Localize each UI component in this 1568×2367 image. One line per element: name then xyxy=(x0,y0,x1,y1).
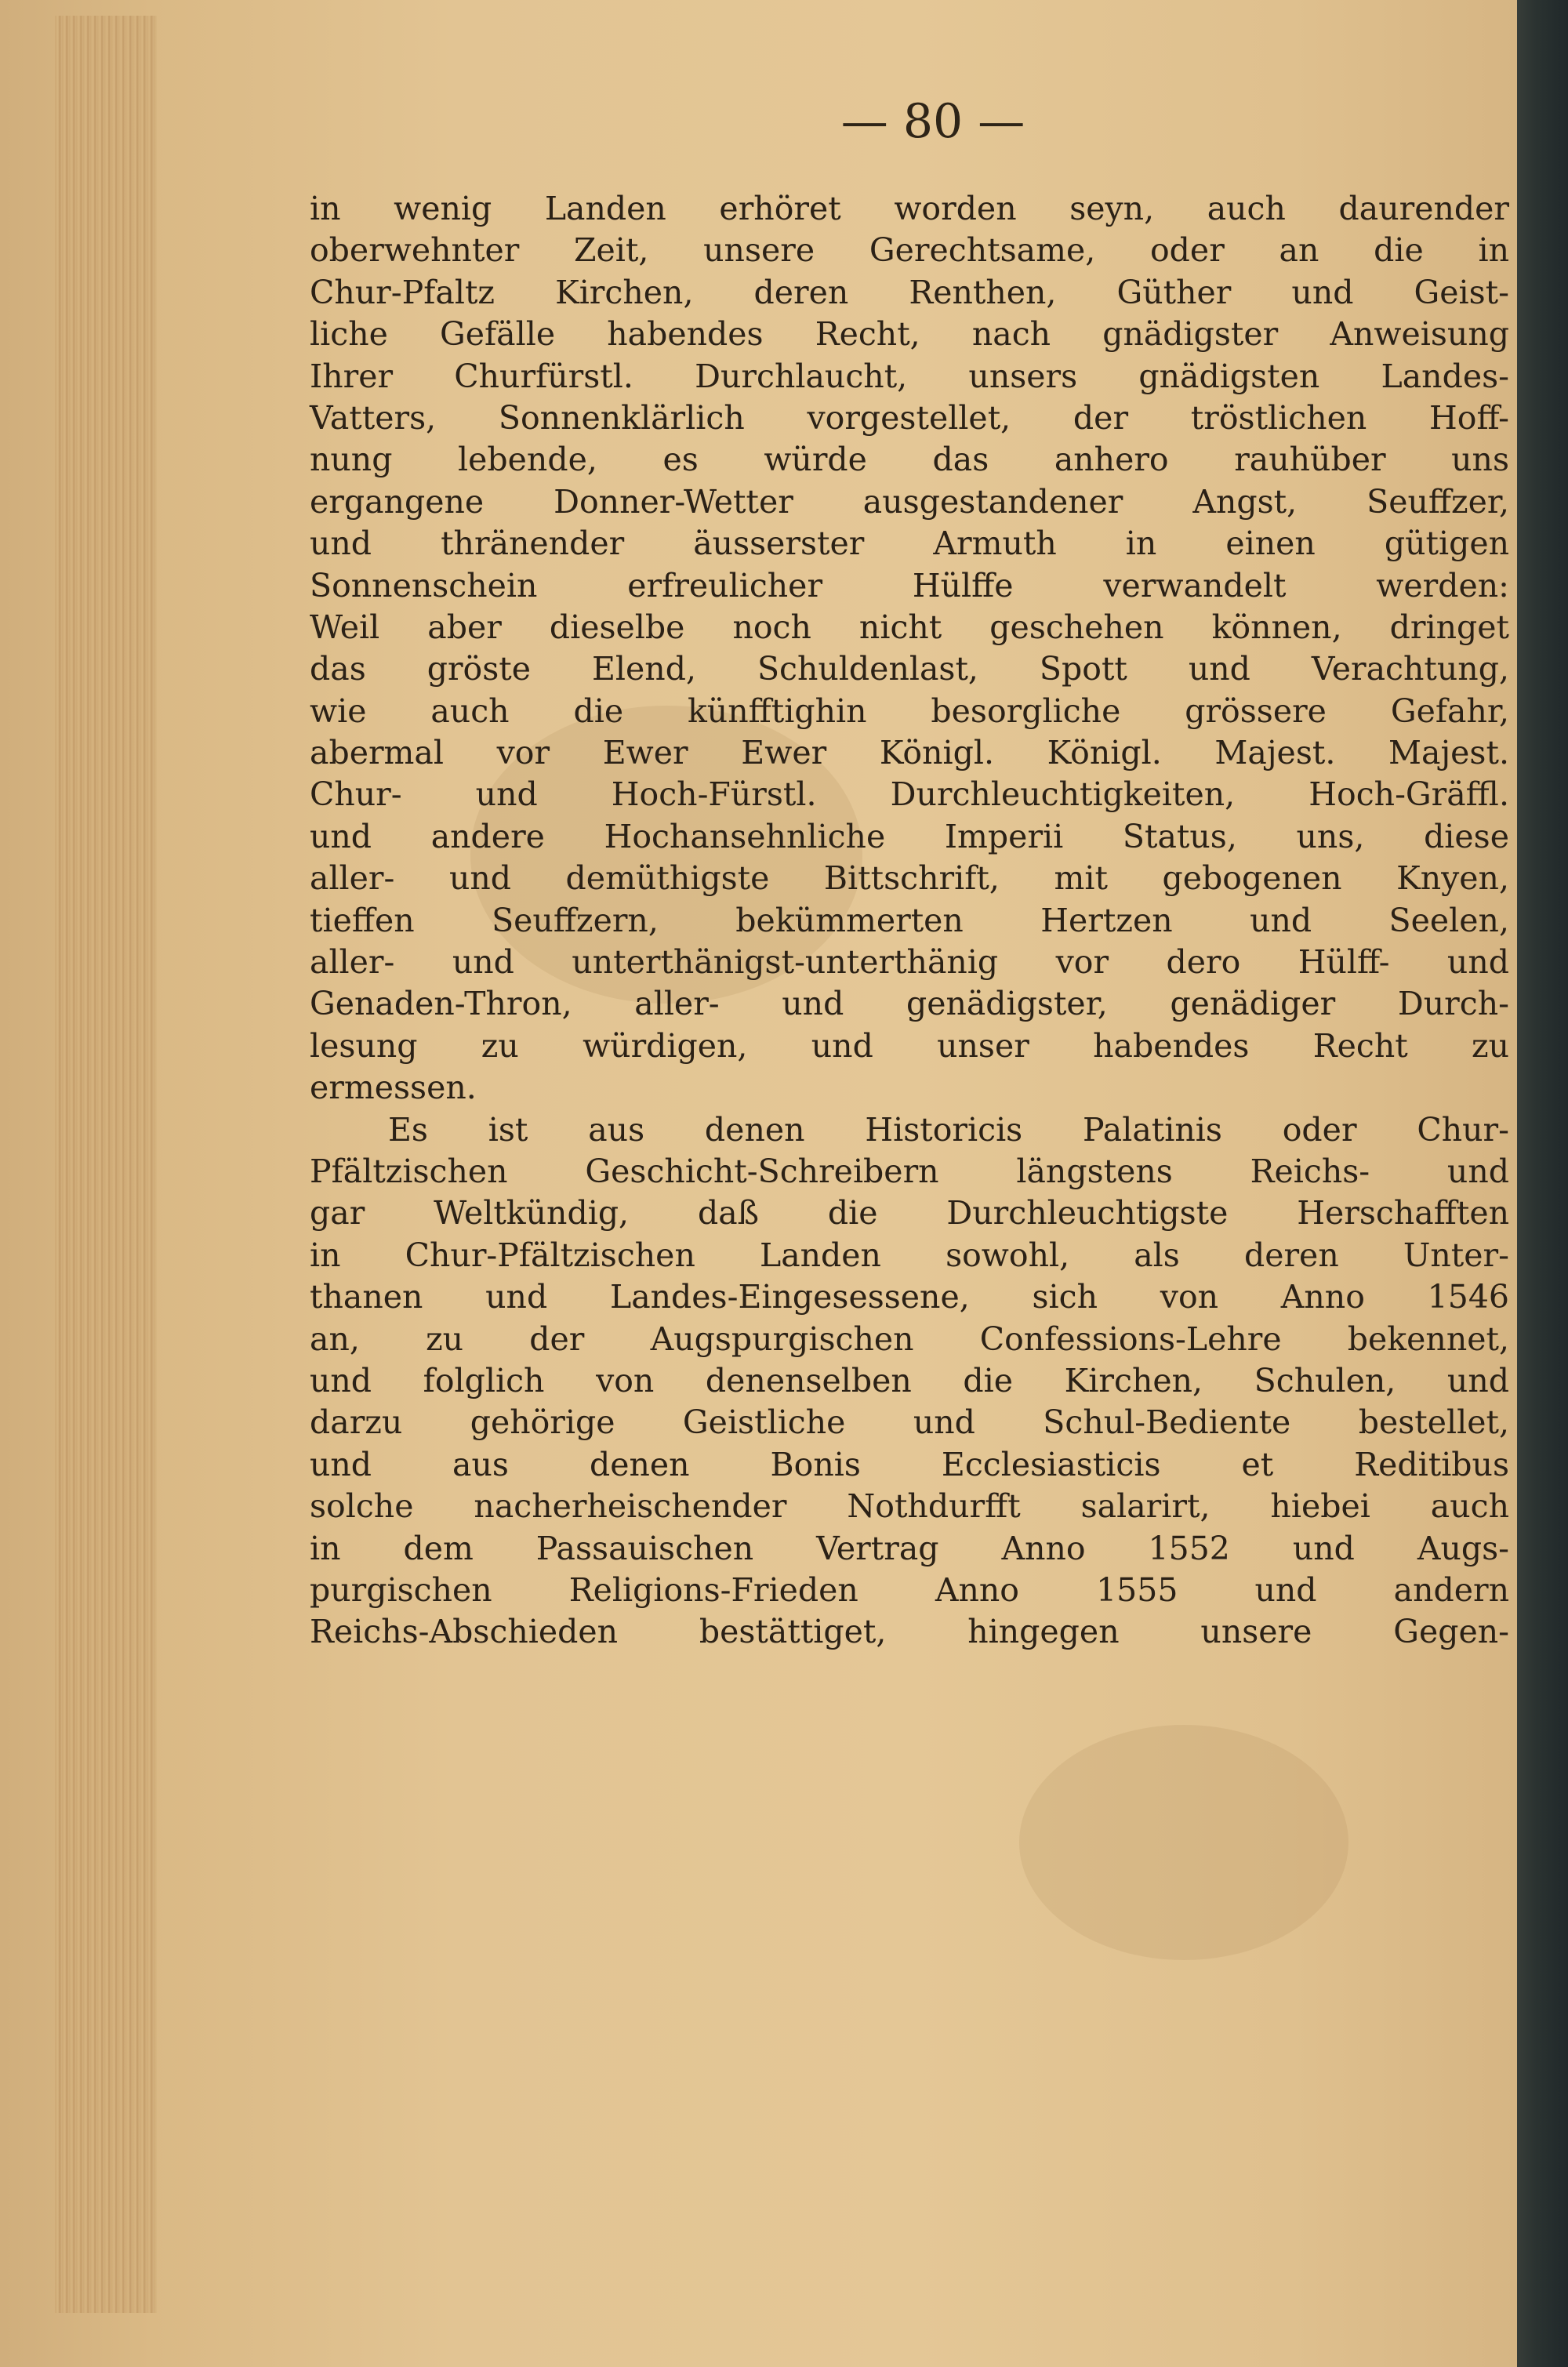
text-line: Vatters, Sonnenklärlich vorgestellet, der tröstlichen Hoff- xyxy=(310,398,1509,437)
text-line: Pfältzischen Geschicht-Schreibern längstens Reichs- und xyxy=(310,1152,1509,1190)
text-line: ermessen. xyxy=(310,1069,477,1107)
text-line: lesung zu würdigen, und unser habendes Recht zu xyxy=(310,1026,1509,1065)
text-line: darzu gehörige Geistliche und Schul-Bediente bestellet, xyxy=(310,1403,1509,1442)
text-line: aller- und demüthigste Bittschrift, mit gebogenen Knyen, xyxy=(310,859,1509,898)
text-line: purgischen Religions-Frieden Anno 1555 und andern xyxy=(310,1570,1509,1609)
text-line: in dem Passauischen Vertrag Anno 1552 und Augs- xyxy=(310,1529,1509,1567)
text-line: oberwehnter Zeit, unsere Gerechtsame, oder an die in xyxy=(310,231,1509,270)
text-line: Ihrer Churfürstl. Durchlaucht, unsers gnädigsten Landes- xyxy=(310,357,1509,395)
page-stack-edge xyxy=(55,16,157,2313)
text-line: Chur-Pfaltz Kirchen, deren Renthen, Güther und Geist- xyxy=(310,273,1509,311)
text-line: Genaden-Thron, aller- und genädigster, genädiger Durch- xyxy=(310,985,1509,1023)
text-line: und thränender äusserster Armuth in einen gütigen xyxy=(310,525,1509,563)
text-line: wie auch die künfftighin besorgliche grössere Gefahr, xyxy=(310,692,1509,730)
text-line: tieffen Seuffzern, bekümmerten Hertzen und Seelen, xyxy=(310,901,1509,939)
page-number: — 80 — xyxy=(840,94,1025,149)
text-line: gar Weltkündig, daß die Durchleuchtigste Herschafften xyxy=(310,1194,1509,1233)
paragraph-2 xyxy=(310,1109,1509,1654)
text-line: solche nacherheischender Nothdurfft salarirt, hiebei auch xyxy=(310,1487,1509,1526)
text-line: ergangene Donner-Wetter ausgestandener Angst, Seuffzer, xyxy=(310,482,1509,521)
paper-stain xyxy=(1019,1725,1348,1960)
book-cover-edge xyxy=(1513,0,1568,2367)
text-line: abermal vor Ewer Ewer Königl. Königl. Majest. Majest. xyxy=(310,734,1509,772)
text-line: liche Gefälle habendes Recht, nach gnädigster Anweisung xyxy=(310,315,1509,354)
text-line: thanen und Landes-Eingesessene, sich von Anno 1546 xyxy=(310,1278,1509,1316)
text-line: Weil aber dieselbe noch nicht geschehen können, dringet xyxy=(310,608,1509,646)
text-line: Reichs-Abschieden bestättiget, hingegen unsere Gegen- xyxy=(310,1613,1509,1651)
body-text xyxy=(310,188,1509,1654)
text-line: in wenig Landen erhöret worden seyn, auch daurender xyxy=(310,190,1509,227)
text-line: und folglich von denenselben die Kirchen, Schulen, und xyxy=(310,1361,1509,1400)
text-line: Es ist aus denen Historicis Palatinis oder Chur- xyxy=(388,1110,1509,1149)
text-line: und andere Hochansehnliche Imperii Status, uns, diese xyxy=(310,817,1509,855)
text-line: Chur- und Hoch-Fürstl. Durchleuchtigkeiten, Hoch-Gräffl. xyxy=(310,775,1509,814)
text-line: Sonnenschein erfreulicher Hülffe verwandelt werden: xyxy=(310,566,1509,604)
text-line: das gröste Elend, Schuldenlast, Spott und Verachtung, xyxy=(310,650,1509,688)
text-line: in Chur-Pfältzischen Landen sowohl, als deren Unter- xyxy=(310,1236,1509,1274)
text-line: nung lebende, es würde das anhero rauhüber uns xyxy=(310,441,1509,479)
text-line: und aus denen Bonis Ecclesiasticis et Reditibus xyxy=(310,1445,1509,1483)
text-line: an, zu der Augspurgischen Confessions-Lehre bekennet, xyxy=(310,1320,1509,1358)
text-line: aller- und unterthänigst-unterthänig vor dero Hülff- und xyxy=(310,943,1509,982)
paragraph-1 xyxy=(310,188,1509,1109)
